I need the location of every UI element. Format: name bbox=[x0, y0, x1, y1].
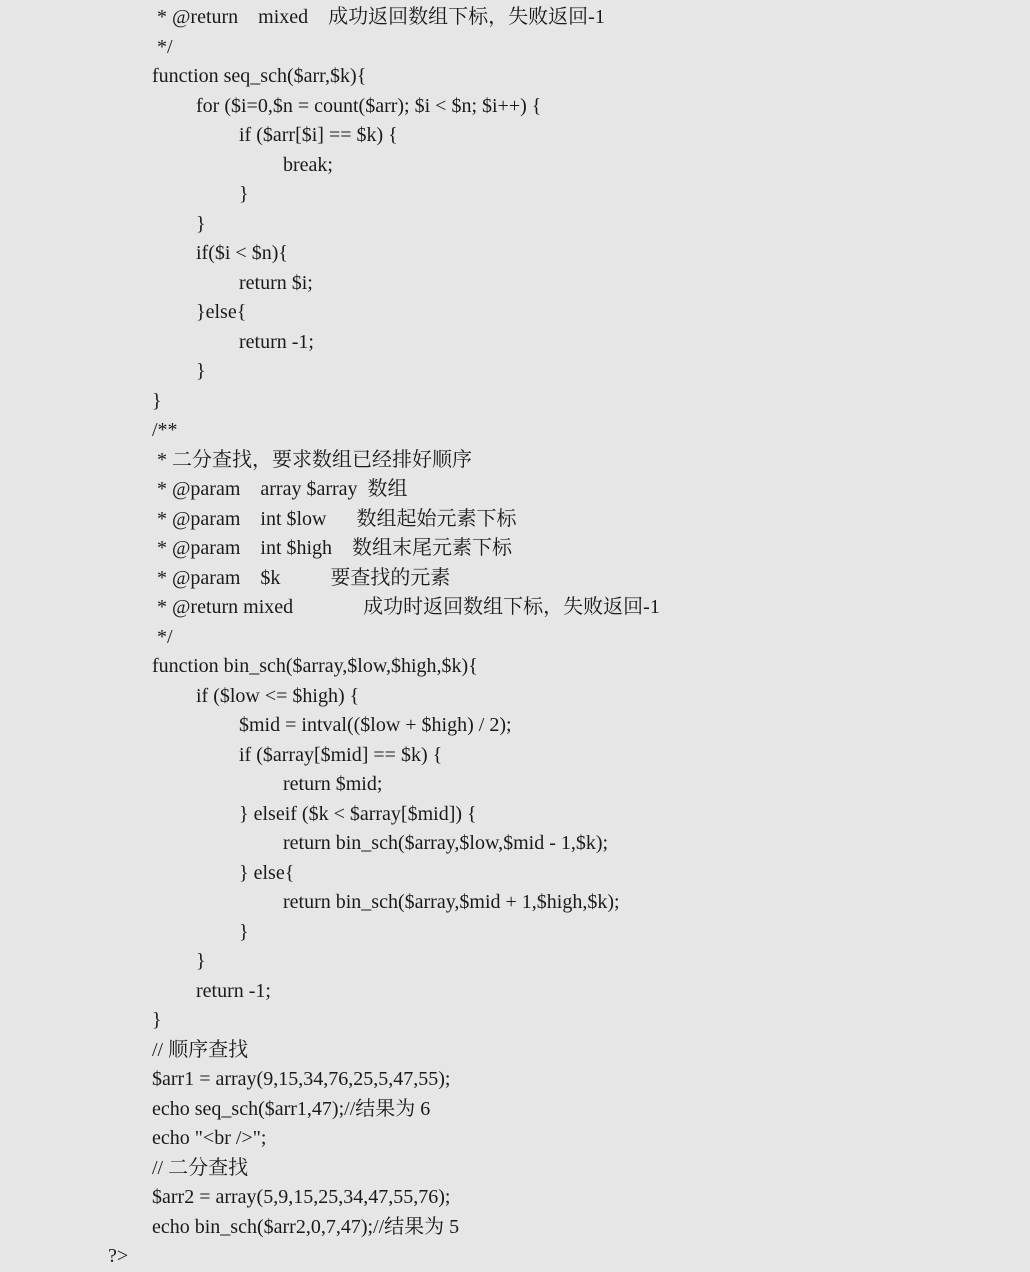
code-line: } else{ bbox=[239, 861, 295, 884]
code-line: function bin_sch($array,$low,$high,$k){ bbox=[152, 655, 478, 677]
code-line: break; bbox=[283, 153, 333, 176]
code-line: return bin_sch($array,$low,$mid - 1,$k); bbox=[283, 832, 609, 854]
code-line: * @param int $high 数组末尾元素下标 bbox=[152, 537, 513, 559]
code-line: return bin_sch($array,$mid + 1,$high,$k); bbox=[283, 891, 620, 913]
code-line: } bbox=[239, 920, 249, 943]
code-line: */ bbox=[152, 625, 173, 648]
code-line: echo bin_sch($arr2,0,7,47);//结果为 5 bbox=[152, 1215, 460, 1238]
code-line: function seq_sch($arr,$k){ bbox=[152, 65, 367, 87]
code-line: } bbox=[196, 212, 206, 235]
code-line: echo seq_sch($arr1,47);//结果为 6 bbox=[152, 1097, 431, 1120]
code-line: * 二分查找，要求数组已经排好顺序 bbox=[152, 448, 472, 471]
code-line: return -1; bbox=[239, 330, 314, 353]
code-line: // 二分查找 bbox=[152, 1156, 249, 1179]
code-line: if ($arr[$i] == $k) { bbox=[239, 124, 398, 146]
code-line: }else{ bbox=[196, 301, 247, 323]
code-line: } bbox=[152, 1009, 162, 1031]
code-line: if ($low <= $high) { bbox=[196, 684, 360, 707]
code-line: } elseif ($k < $array[$mid]) { bbox=[239, 802, 477, 825]
code-line: } bbox=[239, 183, 249, 205]
code-line: } bbox=[196, 360, 206, 382]
code-line: */ bbox=[152, 35, 173, 58]
code-line: } bbox=[196, 950, 206, 972]
code-line: return $mid; bbox=[283, 773, 383, 795]
code-line: return $i; bbox=[239, 271, 313, 294]
code-line: return -1; bbox=[196, 979, 271, 1002]
code-line: * @param $k 要查找的元素 bbox=[152, 566, 451, 589]
code-line: $mid = intval(($low + $high) / 2); bbox=[239, 714, 512, 736]
code-line: } bbox=[152, 389, 162, 412]
code-line: if($i < $n){ bbox=[196, 242, 288, 264]
code-line: $arr2 = array(5,9,15,25,34,47,55,76); bbox=[152, 1186, 451, 1208]
code-line: $arr1 = array(9,15,34,76,25,5,47,55); bbox=[152, 1068, 451, 1090]
code-line: echo "<br />"; bbox=[152, 1127, 267, 1149]
code-line: if ($array[$mid] == $k) { bbox=[239, 743, 443, 766]
code-line: * @return mixed 成功时返回数组下标，失败返回-1 bbox=[152, 596, 660, 618]
code-line: /** bbox=[152, 419, 178, 441]
code-line: for ($i=0,$n = count($arr); $i < $n; $i++) { bbox=[196, 94, 542, 117]
code-line: * @return mixed 成功返回数组下标，失败返回-1 bbox=[152, 6, 605, 28]
code-line: * @param int $low 数组起始元素下标 bbox=[152, 507, 517, 530]
code-line: * @param array $array 数组 bbox=[152, 478, 408, 500]
code-line: ?> bbox=[108, 1245, 129, 1267]
code-line: // 顺序查找 bbox=[152, 1038, 249, 1061]
